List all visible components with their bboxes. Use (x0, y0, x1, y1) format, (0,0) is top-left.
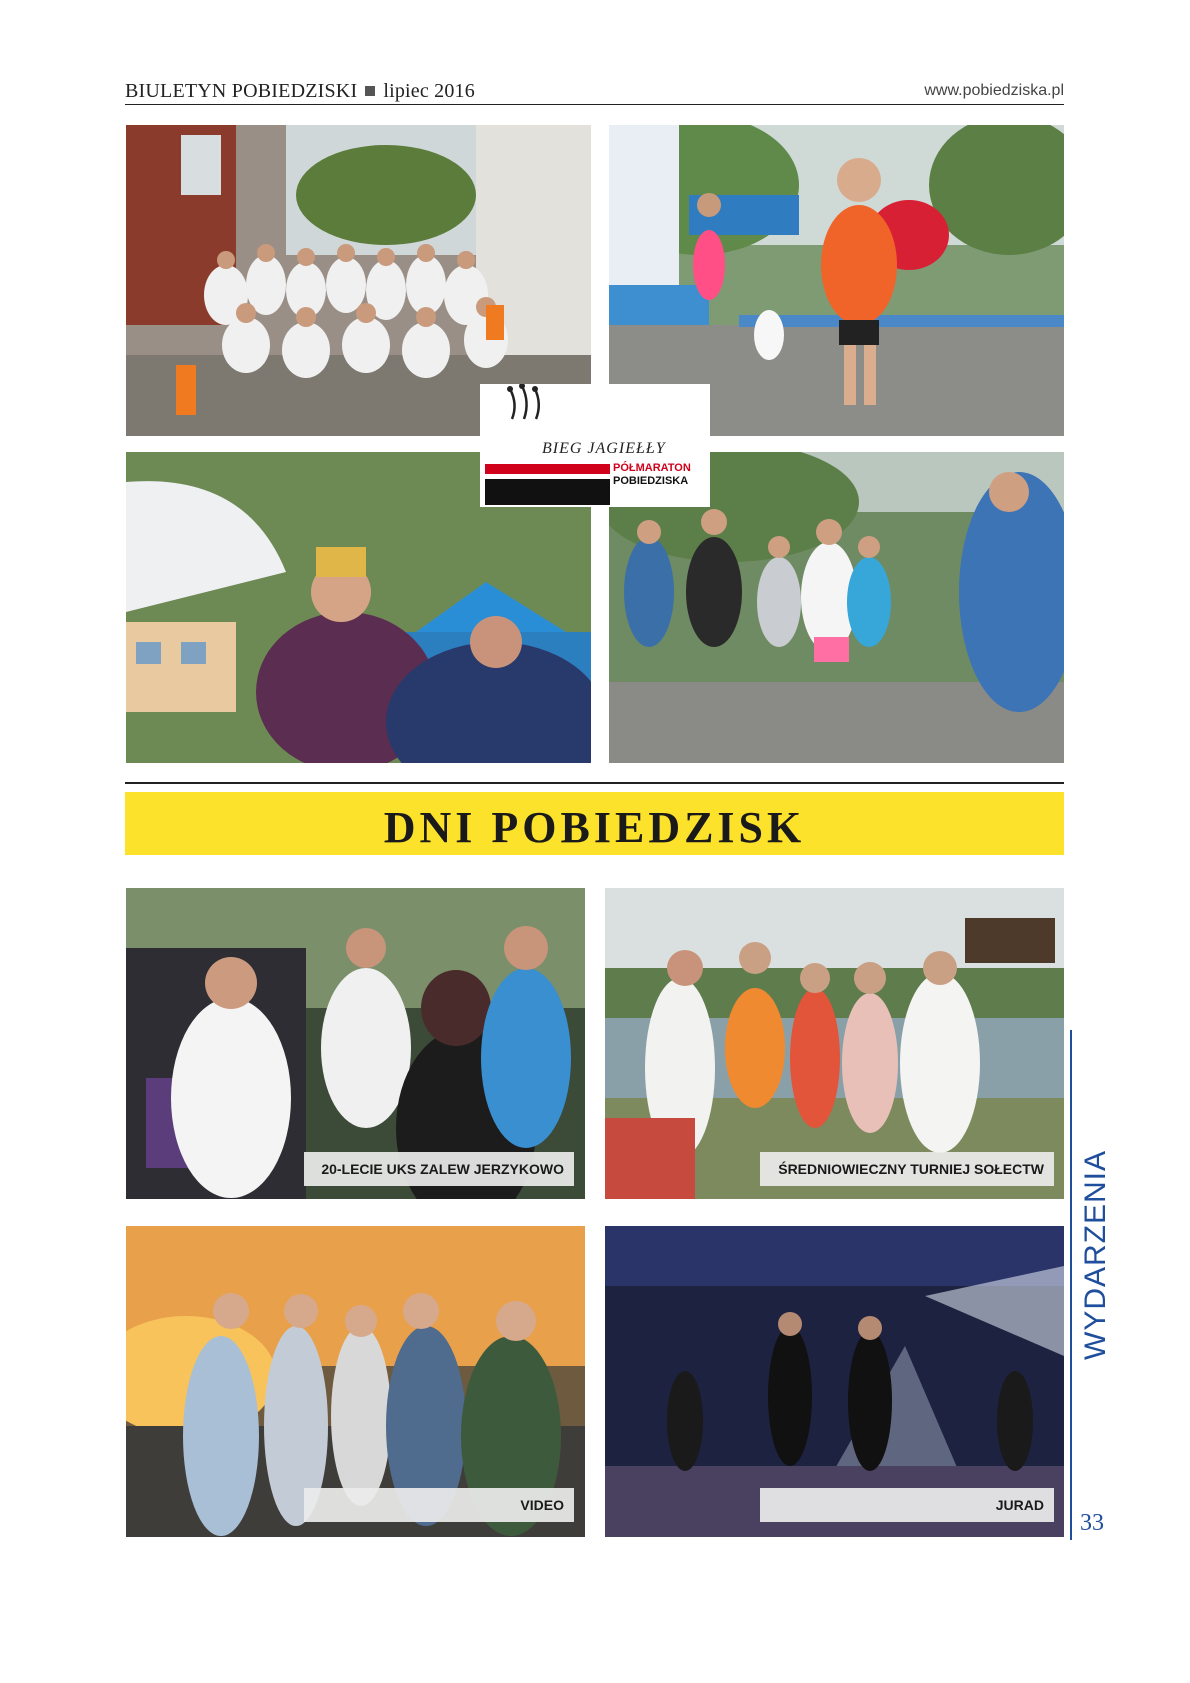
photo-turniej-solectw (605, 888, 1064, 1199)
page-header (125, 78, 1064, 105)
publication-title: BIULETYN POBIEDZISKI (125, 80, 358, 102)
photo-video-band (126, 1226, 585, 1537)
issue-date: lipiec 2016 (383, 80, 475, 102)
square-bullet-icon (365, 86, 375, 96)
section-title: DNI POBIEDZISK (383, 803, 806, 852)
section-divider (125, 782, 1064, 784)
page-number: 33 (1080, 1510, 1104, 1536)
caption-video: VIDEO (304, 1488, 574, 1522)
photo-uks-zalew (126, 888, 585, 1199)
caption-jurad: JURAD (760, 1488, 1054, 1522)
section-banner (125, 792, 1064, 855)
bieg-jagielly-logo (480, 384, 710, 507)
logo-subtitle-black: POBIEDZISKA (613, 475, 689, 487)
section-category: WYDARZENIA (1079, 1149, 1112, 1360)
header-left (125, 80, 475, 103)
caption-uks-zalew: 20-LECIE UKS ZALEW JERZYKOWO (304, 1152, 574, 1186)
logo-title: BIEG JAGIEŁŁY (542, 440, 666, 457)
photo-jurad-concert (605, 1226, 1064, 1537)
website-url[interactable]: www.pobiedziska.pl (924, 82, 1064, 99)
side-accent-line (1070, 1030, 1072, 1540)
logo-subtitle-red: PÓŁMARATON (613, 462, 691, 474)
caption-turniej-solectw: ŚREDNIOWIECZNY TURNIEJ SOŁECTW (760, 1152, 1054, 1186)
